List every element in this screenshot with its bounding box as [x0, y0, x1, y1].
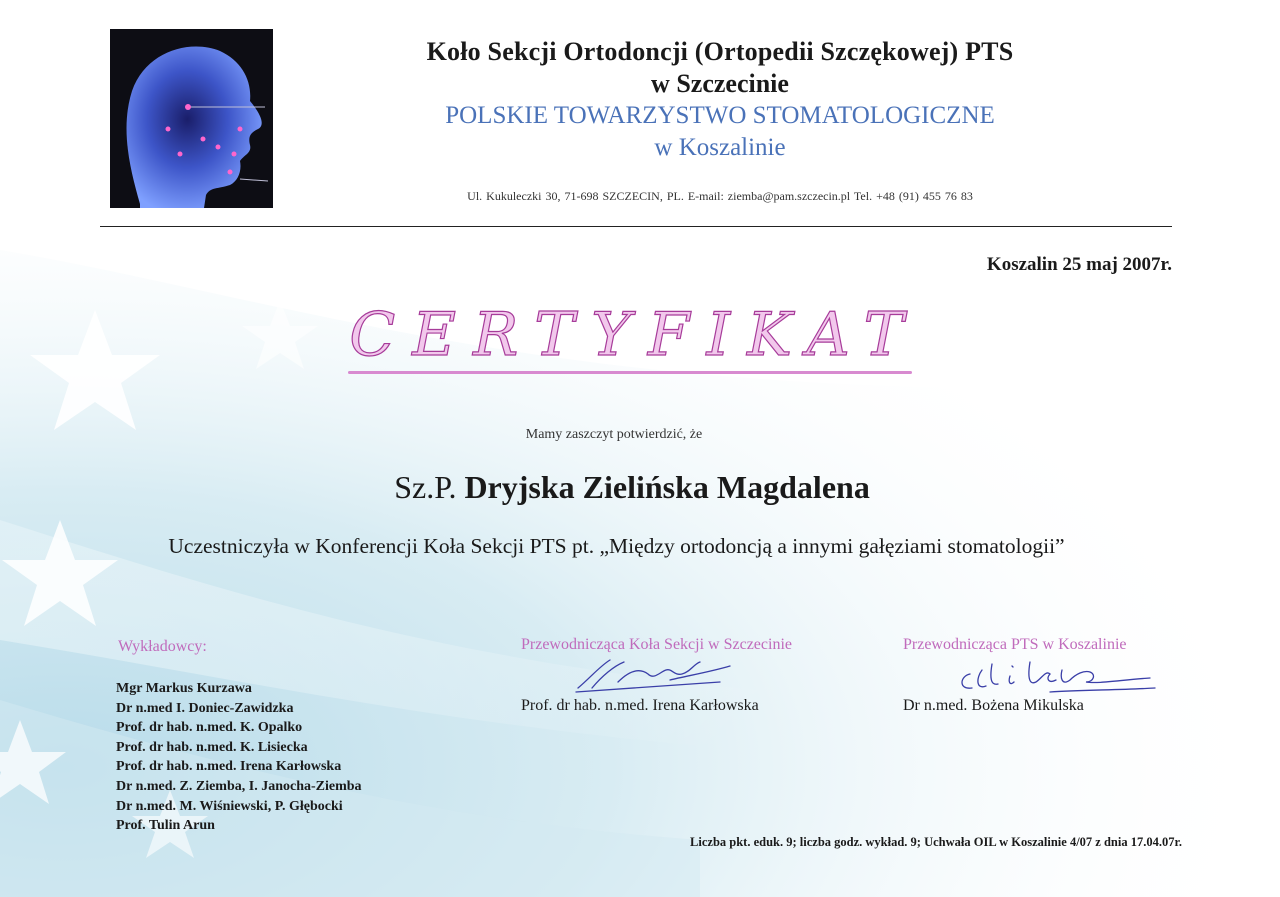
education-points-note: Liczba pkt. eduk. 9; liczba godz. wykład. 9; Uchwała OIL w Koszalinie 4/07 z dnia 17.04.07r. [690, 835, 1182, 849]
organization-city: w Szczecinie [651, 69, 789, 98]
participation-text: Uczestniczyła w Konferencji Koła Sekcji PTS pt. „Między ortodoncją a innymi gałęziami stomatologii” [168, 534, 1065, 558]
lecturer-item: Dr n.med. M. Wiśniewski, P. Głębocki [116, 798, 343, 814]
recipient-prefix: Sz.P. [394, 469, 457, 505]
header-divider [100, 226, 1172, 227]
signature-mikulska [950, 652, 1160, 696]
lecturer-item: Prof. Tulin Arun [116, 818, 215, 834]
signatory-name: Dr n.med. Bożena Mikulska [903, 697, 1084, 714]
header [300, 36, 1140, 164]
signatory-title: Przewodnicząca PTS w Koszalinie [903, 636, 1127, 653]
logo-head-profile [110, 29, 273, 208]
lecturer-item: Prof. dr hab. n.med. Irena Karłowska [116, 759, 342, 775]
society-city: w Koszalinie [654, 134, 786, 161]
lecturer-item: Prof. dr hab. n.med. K. Opalko [116, 720, 303, 736]
lecturers-label: Wykładowcy: [118, 638, 207, 655]
certificate-title: CERTYFIKAT [349, 300, 921, 370]
recipient-name: Dryjska Zielińska Magdalena [464, 469, 870, 505]
lecturer-item: Prof. dr hab. n.med. K. Lisiecka [116, 739, 308, 755]
lecturers-list [116, 679, 362, 836]
intro-text: Mamy zaszczyt potwierdzić, że [525, 427, 703, 442]
organization-name: Koło Sekcji Ortodoncji (Ortopedii Szczękowej) PTS [426, 37, 1014, 66]
lecturer-item: Mgr Markus Kurzawa [116, 681, 252, 696]
lecturer-item: Dr n.med. Z. Ziemba, I. Janocha-Ziemba [116, 778, 362, 794]
recipient [0, 469, 1264, 506]
signatory-name: Prof. dr hab. n.med. Irena Karłowska [521, 697, 759, 714]
issue-date: Koszalin 25 maj 2007r. [986, 254, 1172, 275]
signatory-title: Przewodnicząca Koła Sekcji w Szczecinie [521, 636, 792, 653]
signature-karlowska [570, 652, 740, 694]
lecturer-item: Dr n.med I. Doniec-Zawidzka [116, 700, 294, 716]
society-name: POLSKIE TOWARZYSTWO STOMATOLOGICZNE [445, 102, 995, 129]
contact-line: Ul. Kukuleczki 30, 71-698 SZCZECIN, PL. E-mail: ziemba@pam.szczecin.pl Tel. +48 (91) 455 76 83 [467, 189, 973, 203]
title-underline [348, 371, 912, 374]
